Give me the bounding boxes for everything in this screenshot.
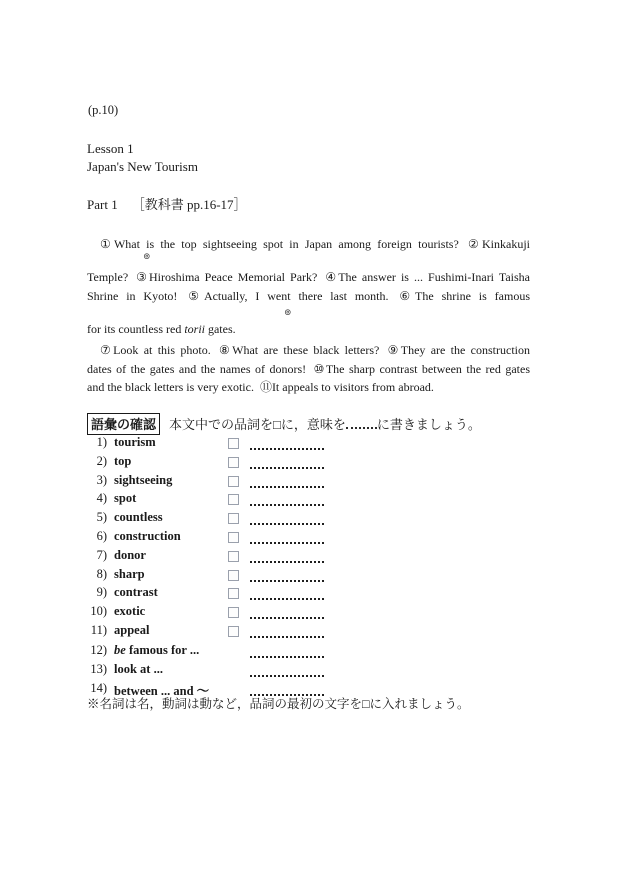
vocab-instruction-text: 本文中での品詞を□に，意味を (169, 417, 346, 432)
textbook-reference: ［教科書 pp.16-17］ (131, 197, 247, 212)
item-word: spot (114, 491, 137, 505)
item-word: between ... and ～ (114, 684, 210, 698)
meaning-answer-line[interactable] (250, 644, 324, 658)
item-number: 2) (96, 454, 107, 468)
vocab-row (80, 491, 530, 508)
item-number: 7) (96, 548, 107, 562)
item-number: 6) (96, 529, 107, 543)
vocab-row (80, 643, 530, 660)
item-number: 10) (90, 604, 107, 618)
annotation-circle-icon: ⊚ (143, 251, 151, 261)
item-word (114, 643, 199, 658)
pos-checkbox[interactable] (228, 551, 239, 562)
vocab-row (80, 473, 530, 490)
meaning-answer-line[interactable] (250, 511, 324, 525)
meaning-answer-line[interactable] (250, 663, 324, 677)
item-word: construction (114, 529, 181, 543)
item-number: 12) (90, 643, 107, 657)
item-number: 4) (96, 491, 107, 505)
vocab-row (80, 454, 530, 471)
pos-checkbox[interactable] (228, 532, 239, 543)
vocab-instruction (169, 417, 481, 432)
passage-text: gates. (204, 322, 236, 336)
vocab-row (80, 623, 530, 640)
item-word: top (114, 454, 132, 468)
vocab-section-title: 語彙の確認 (87, 413, 160, 435)
meaning-answer-line[interactable] (250, 568, 324, 582)
meaning-answer-line[interactable] (250, 624, 324, 638)
vocab-row (80, 435, 530, 452)
item-number: 5) (96, 510, 107, 524)
pos-checkbox[interactable] (228, 513, 239, 524)
meaning-blank-sample (346, 416, 377, 429)
pos-checkbox[interactable] (228, 438, 239, 449)
item-word: sightseeing (114, 473, 173, 487)
passage-line (87, 322, 530, 337)
item-word: contrast (114, 585, 158, 599)
vocab-row (80, 548, 530, 565)
vocab-row (80, 529, 530, 546)
passage-italic-term: torii (184, 322, 205, 336)
item-word: appeal (114, 623, 150, 637)
passage-line: ⑦Look at this photo. ⑧What are these black letters? ⑨They are the construction (100, 343, 530, 357)
item-number: 14) (90, 681, 107, 695)
vocab-row (80, 567, 530, 584)
lesson-number: Lesson 1 (87, 141, 134, 156)
pos-checkbox[interactable] (228, 494, 239, 505)
item-number: 3) (96, 473, 107, 487)
vocab-section-header (87, 413, 481, 435)
item-word: donor (114, 548, 146, 562)
lesson-title: Japan's New Tourism (87, 159, 198, 174)
meaning-answer-line[interactable] (250, 492, 324, 506)
meaning-answer-line[interactable] (250, 586, 324, 600)
passage-text: for its countless red (87, 322, 185, 336)
meaning-answer-line[interactable] (250, 530, 324, 544)
pos-checkbox[interactable] (228, 607, 239, 618)
item-number: 1) (96, 435, 107, 449)
vocab-footnote: ※名詞は名，動詞は動など，品詞の最初の文字を□に入れましょう。 (87, 697, 470, 711)
passage-line: Shrine in Kyoto! ⑤Actually, I went there last month. ⑥The shrine is famous (87, 289, 530, 303)
item-word-rest: famous for ... (125, 643, 200, 657)
vocab-instruction-text: に書きましょう。 (376, 417, 481, 432)
passage-line: dates of the gates and the names of donors! ⑩The sharp contrast between the red gates (87, 362, 530, 376)
pos-checkbox[interactable] (228, 457, 239, 468)
part-label: Part 1 (87, 197, 118, 212)
annotation-circle-icon: ⊚ (284, 307, 292, 317)
passage-line: and the black letters is very exotic. ⑪It appeals to visitors from abroad. (87, 380, 434, 394)
item-word: countless (114, 510, 163, 524)
meaning-answer-line[interactable] (250, 549, 324, 563)
vocab-row (80, 662, 530, 679)
item-word-italic: be (114, 643, 126, 657)
vocab-row (80, 510, 530, 527)
vocab-row (80, 604, 530, 621)
item-word: look at ... (114, 662, 163, 676)
meaning-answer-line[interactable] (250, 436, 324, 450)
item-number: 8) (96, 567, 107, 581)
item-word: exotic (114, 604, 146, 618)
pos-checkbox[interactable] (228, 588, 239, 599)
item-number: 13) (90, 662, 107, 676)
part-heading (87, 194, 247, 213)
pos-checkbox[interactable] (228, 476, 239, 487)
pos-checkbox[interactable] (228, 570, 239, 581)
item-word: tourism (114, 435, 156, 449)
meaning-answer-line[interactable] (250, 474, 324, 488)
vocab-row (80, 585, 530, 602)
pos-checkbox[interactable] (228, 626, 239, 637)
item-word: sharp (114, 567, 145, 581)
meaning-answer-line[interactable] (250, 455, 324, 469)
item-number: 9) (96, 585, 107, 599)
page-reference: (p.10) (88, 103, 119, 117)
item-number: 11) (90, 623, 107, 637)
passage-line: Temple? ③Hiroshima Peace Memorial Park? ④The answer is ... Fushimi-Inari Taisha (87, 270, 530, 284)
meaning-answer-line[interactable] (250, 605, 324, 619)
passage-line: ①What is the top sightseeing spot in Japan among foreign tourists? ②Kinkakuji (100, 237, 530, 251)
